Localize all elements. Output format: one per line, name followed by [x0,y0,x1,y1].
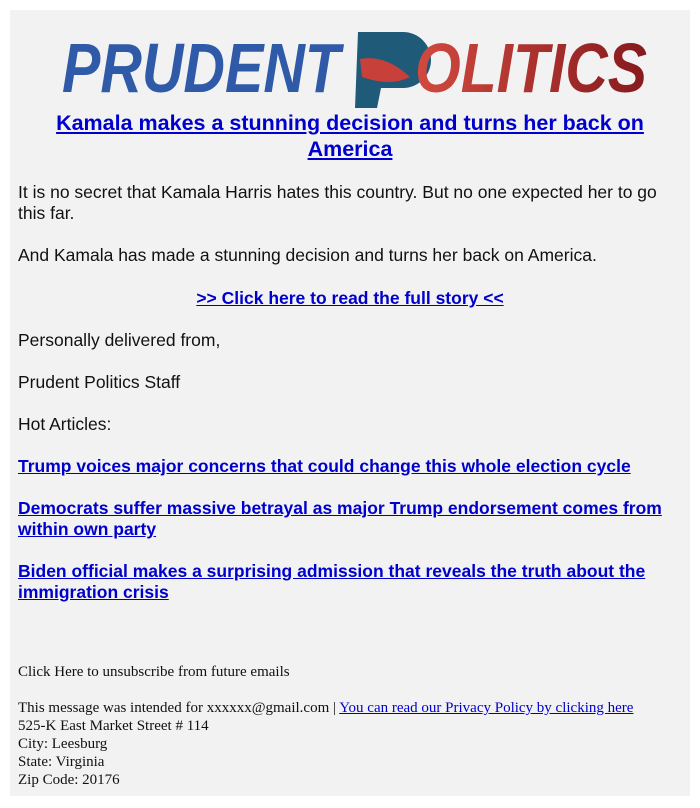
headline[interactable] [30,110,670,162]
signoff: Personally delivered from, [18,330,221,350]
article-link[interactable]: Democrats suffer massive betrayal as major Trump endorsement comes from within own party [18,498,662,539]
article-link[interactable]: Trump voices major concerns that could change this whole election cycle [18,456,631,476]
body-paragraph: And Kamala has made a stunning decision and turns her back on America. [18,245,597,265]
read-full-story-link[interactable]: >> Click here to read the full story << [196,288,504,308]
privacy-policy-link[interactable]: You can read our Privacy Policy by clicking here [339,700,634,716]
article-item [18,456,682,477]
svg-text:OLITICS: OLITICS [415,29,647,107]
prudent-politics-logo [60,24,650,107]
intended-text: This message was intended for xxxxxx@gmail.com | [18,700,340,716]
email-body [10,10,690,796]
intended-line [18,699,688,717]
body-paragraph: It is no secret that Kamala Harris hates this country. But no one expected her to go this far. [18,182,657,223]
state: State: Virginia [18,754,105,770]
signature: Prudent Politics Staff [18,372,181,392]
footer-info [18,699,688,789]
article-link[interactable]: Biden official makes a surprising admission that reveals the truth about the immigration crisis [18,561,646,602]
zip: Zip Code: 20176 [18,772,120,788]
svg-text:PRUDENT: PRUDENT [62,29,345,107]
address: 525-K East Market Street # 114 [18,718,209,734]
cta[interactable] [18,288,682,309]
city: City: Leesburg [18,736,108,752]
article-item [18,498,682,540]
hot-articles-label: Hot Articles: [18,414,112,434]
article-item [18,561,682,603]
unsubscribe-link[interactable]: Click Here to unsubscribe from future emails [18,664,290,680]
headline-link[interactable]: Kamala makes a stunning decision and turns her back on America [56,111,644,161]
